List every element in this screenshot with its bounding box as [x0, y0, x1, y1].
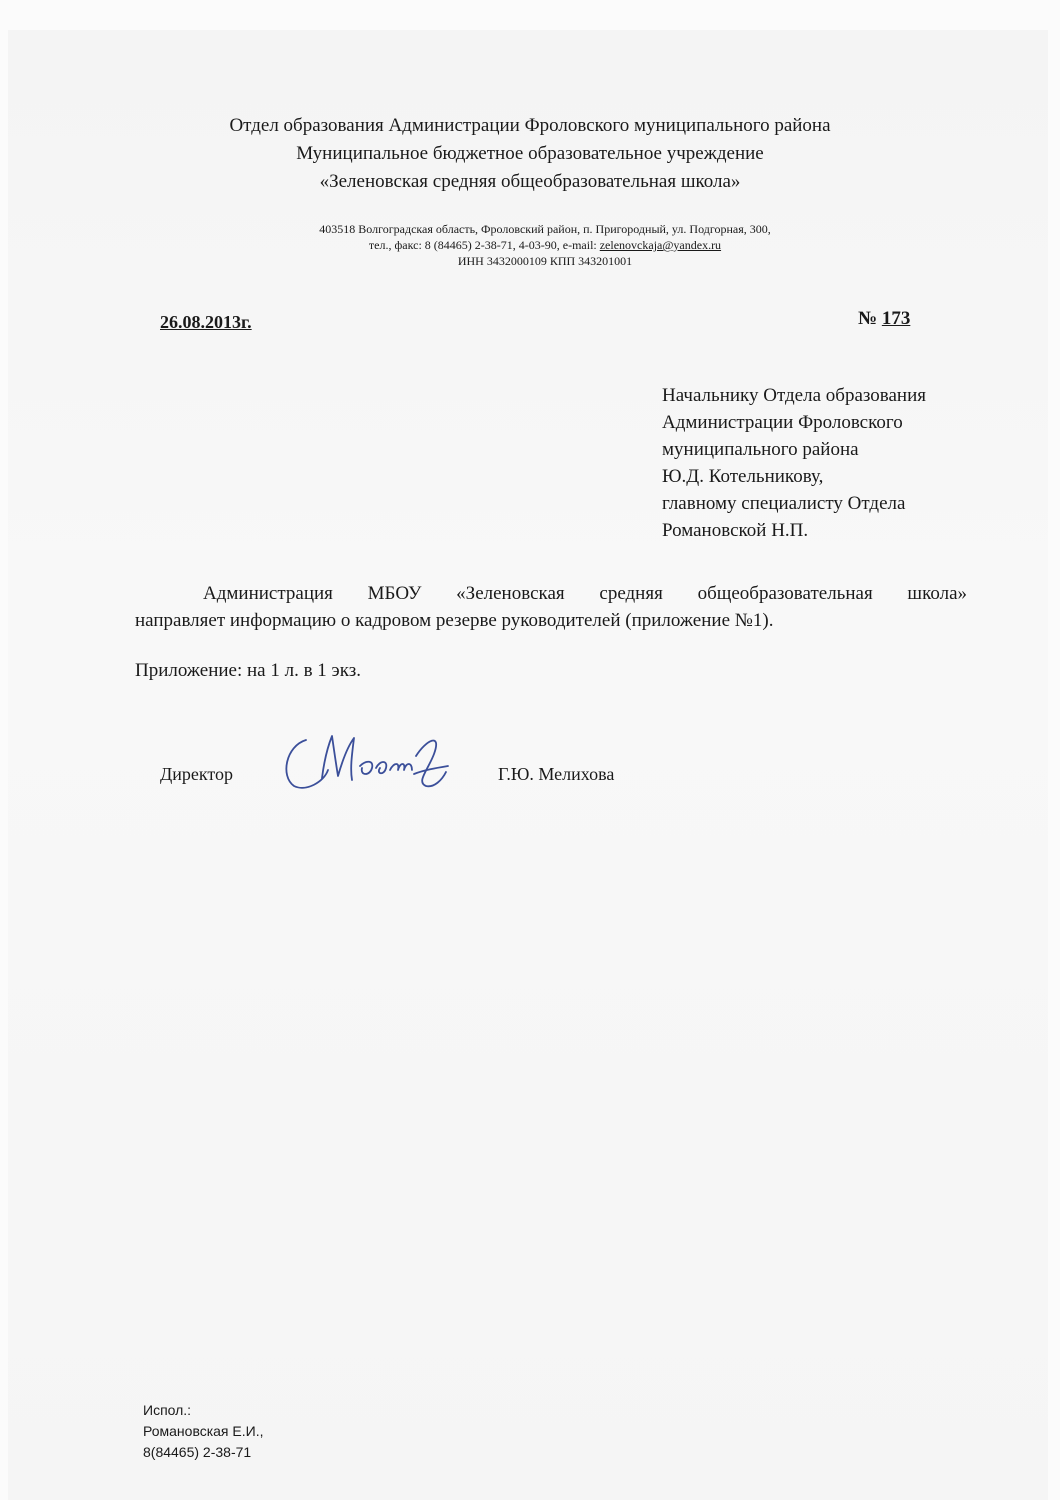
signatory-name: Г.Ю. Мелихова [498, 764, 615, 784]
letterhead-line-institution-type: Муниципальное бюджетное образовательное учреждение [296, 143, 764, 164]
executor-line: Испол.: [143, 1402, 192, 1418]
body-line-1: Администрация МБОУ «Зеленовская средняя общеобразовательная школа» [203, 583, 967, 604]
letterhead-line-department: Отдел образования Администрации Фроловского муниципального района [229, 115, 831, 136]
letter-number-prefix: № [858, 308, 882, 329]
executor-line: 8(84465) 2-38-71 [143, 1444, 252, 1460]
recipient-line: Начальнику Отдела образования [662, 385, 927, 406]
recipient-line: главному специалисту Отдела [662, 493, 906, 514]
phone-fax: тел., факс: 8 (84465) 2-38-71, 4-03-90, e-mail: [368, 238, 600, 252]
address-line: 403518 Волгоградская область, Фроловский район, п. Пригородный, ул. Подгорная, 300, [319, 222, 771, 236]
letter-number-value: 173 [881, 308, 911, 329]
recipient-line: Ю.Д. Котельникову, [662, 466, 824, 487]
executor-block [143, 1400, 263, 1463]
body-line-2: направляет информацию о кадровом резерве руководителей (приложение №1). [135, 610, 774, 631]
executor-line: Романовская Е.И., [143, 1423, 264, 1439]
email-link[interactable]: zelenovckaja@yandex.ru [599, 238, 722, 252]
recipient-line: Администрации Фроловского [662, 412, 903, 433]
letter-body [135, 580, 967, 634]
signatory-role: Директор [160, 764, 234, 784]
phone-email-line [0, 237, 1060, 253]
letterhead-line-school-name: «Зеленовская средняя общеобразовательная школа» [319, 171, 741, 192]
letterhead-contacts [0, 221, 1060, 269]
recipient-line: муниципального района [662, 439, 859, 460]
letterhead-organization [0, 112, 1060, 196]
letter-date: 26.08.2013г. [160, 312, 252, 332]
attachment-note: Приложение: на 1 л. в 1 экз. [135, 660, 361, 681]
recipient-block [662, 382, 926, 544]
handwritten-signature [276, 726, 456, 796]
letter-number [858, 308, 910, 330]
recipient-line: Романовской Н.П. [662, 520, 809, 541]
inn-kpp-line: ИНН 3432000109 КПП 343201001 [457, 254, 633, 268]
